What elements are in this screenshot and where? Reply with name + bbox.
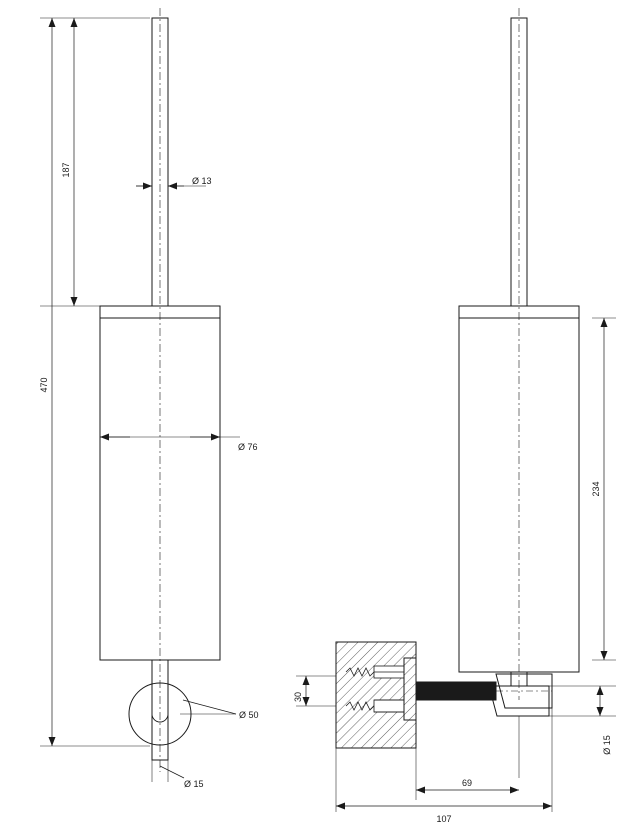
side-dimension-labels: [591, 481, 612, 754]
dim-base-diameter: Ø 50: [239, 710, 259, 720]
dim-handle-diameter: Ø 13: [192, 176, 212, 186]
dim-body-diameter: Ø 76: [238, 442, 258, 452]
dim-total-height: 470: [39, 377, 49, 393]
dim-handle-length: 187: [61, 162, 71, 178]
wall-mount-detail: [336, 642, 552, 748]
dim-base-pin-diameter: Ø 15: [184, 779, 204, 789]
dim-bracket-pin-diameter: Ø 15: [602, 735, 612, 755]
extension-lines: [40, 18, 616, 812]
dim-bracket-height: 30: [293, 691, 303, 703]
dim-depth-inner: 69: [461, 778, 473, 788]
front-dimension-labels: [39, 162, 259, 789]
dim-depth-total: 107: [436, 814, 452, 824]
dimension-arrows: [52, 18, 604, 806]
dim-side-height: 234: [591, 481, 601, 497]
